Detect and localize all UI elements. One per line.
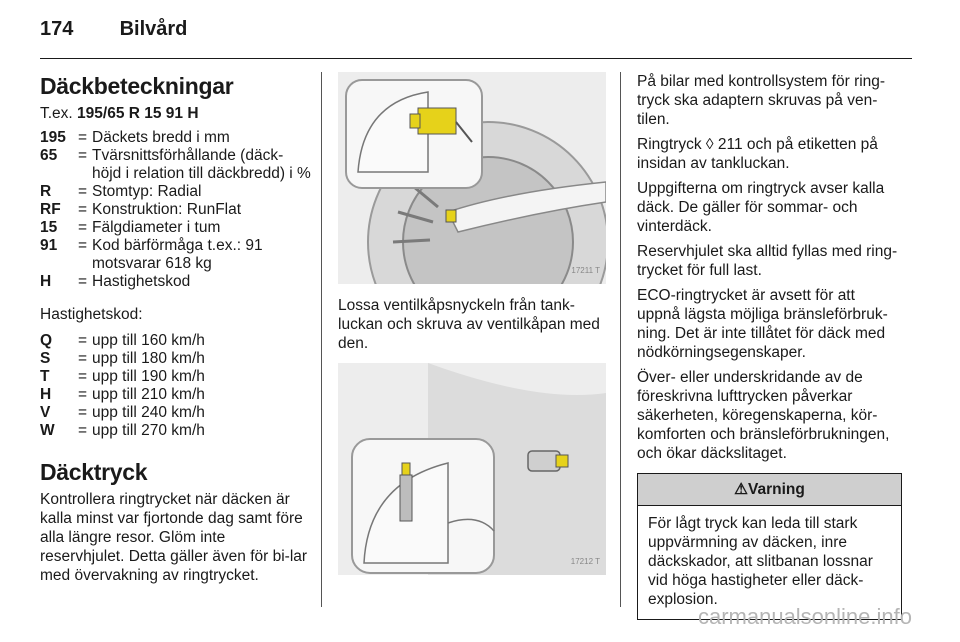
header-rule xyxy=(40,58,912,59)
example-code: 195/65 R 15 91 H xyxy=(77,105,199,122)
paragraph: Uppgifterna om ringtryck avser kalla däck. De gäller för sommar- och vinterdäck. xyxy=(637,180,885,235)
speed-row: V = upp till 240 km/h xyxy=(40,404,205,421)
speed-row: W = upp till 270 km/h xyxy=(40,422,205,439)
tire-pressure-text: Kontrollera ringtrycket när däcken är kalla minst var fjortonde dag samt före alla längre resor. Glöm inte reservhjulet. Detta gäller även för bi-lar med övervakning av ringtrycket. xyxy=(40,491,308,584)
middle-column xyxy=(338,72,606,575)
section-title: Bilvård xyxy=(119,18,188,40)
warning-text: För lågt tryck kan leda till stark uppvärmning av däcken, inre däckskador, att slitbanan lossnar vid höga hastigheter eller däck-explosion. xyxy=(648,515,873,608)
column-divider xyxy=(620,72,621,607)
code-row: H = Hastighetskod xyxy=(40,273,191,290)
speed-row: T = upp till 190 km/h xyxy=(40,368,205,385)
tire-pressure-title: Däcktryck xyxy=(40,459,148,485)
codes-table xyxy=(40,129,312,291)
image-number: 17211 T xyxy=(571,266,600,275)
speed-row: Q = upp till 160 km/h xyxy=(40,332,205,349)
right-column xyxy=(637,72,902,620)
warning-title: ⚠Varning xyxy=(638,474,901,506)
tire-markings-title: Däckbeteckningar xyxy=(40,73,234,99)
wheel-valve-icon xyxy=(338,72,606,284)
code-row: 65 = Tvärsnittsförhållande (däck-höjd i relation till däckbredd) i % xyxy=(40,147,311,182)
page-header xyxy=(40,18,187,41)
code-row: R = Stomtyp: Radial xyxy=(40,183,202,200)
paragraph: ECO-ringtrycket är avsett för att uppnå lägsta möjliga bränsleförbruk-ning. Det är inte tillåtet för däck med nödkörningsegenskaper. xyxy=(637,287,888,361)
example-line: T.ex. 195/65 R 15 91 H xyxy=(40,105,199,122)
image-number: 17212 T xyxy=(570,557,600,566)
code-row: 91 = Kod bärförmåga t.ex.: 91 motsvarar 618 kg xyxy=(40,237,263,272)
speed-table xyxy=(40,332,312,440)
speed-row: H = upp till 210 km/h xyxy=(40,386,205,403)
page-number: 174 xyxy=(40,18,74,40)
adapter-illustration xyxy=(338,363,606,575)
paragraph: Ringtryck ◊ 211 och på etiketten på insidan av tankluckan. xyxy=(637,136,878,172)
speed-label: Hastighetskod: xyxy=(40,306,143,323)
code-row: 15 = Fälgdiameter i tum xyxy=(40,219,221,236)
tank-flap-icon xyxy=(338,363,606,575)
watermark: carmanualsonline.info xyxy=(697,604,912,629)
valve-cap-illustration xyxy=(338,72,606,284)
speed-row: S = upp till 180 km/h xyxy=(40,350,205,367)
left-column xyxy=(40,72,312,591)
paragraph: Över- eller underskridande av de föreskrivna lufttrycken påverkar säkerheten, köregenskaperna, kör-komforten och bränsleförbrukningen, och ökar däckslitaget. xyxy=(637,369,890,462)
paragraph: På bilar med kontrollsystem för ring-tryck ska adaptern skruvas på ven-tilen. xyxy=(637,73,886,128)
warning-box xyxy=(637,473,902,620)
image-caption: Lossa ventilkåpsnyckeln från tank-luckan och skruva av ventilkåpan med den. xyxy=(338,297,600,352)
code-row: 195 = Däckets bredd i mm xyxy=(40,129,230,146)
column-divider xyxy=(321,72,322,607)
code-row: RF = Konstruktion: RunFlat xyxy=(40,201,242,218)
paragraph: Reservhjulet ska alltid fyllas med ring-trycket för full last. xyxy=(637,243,898,279)
